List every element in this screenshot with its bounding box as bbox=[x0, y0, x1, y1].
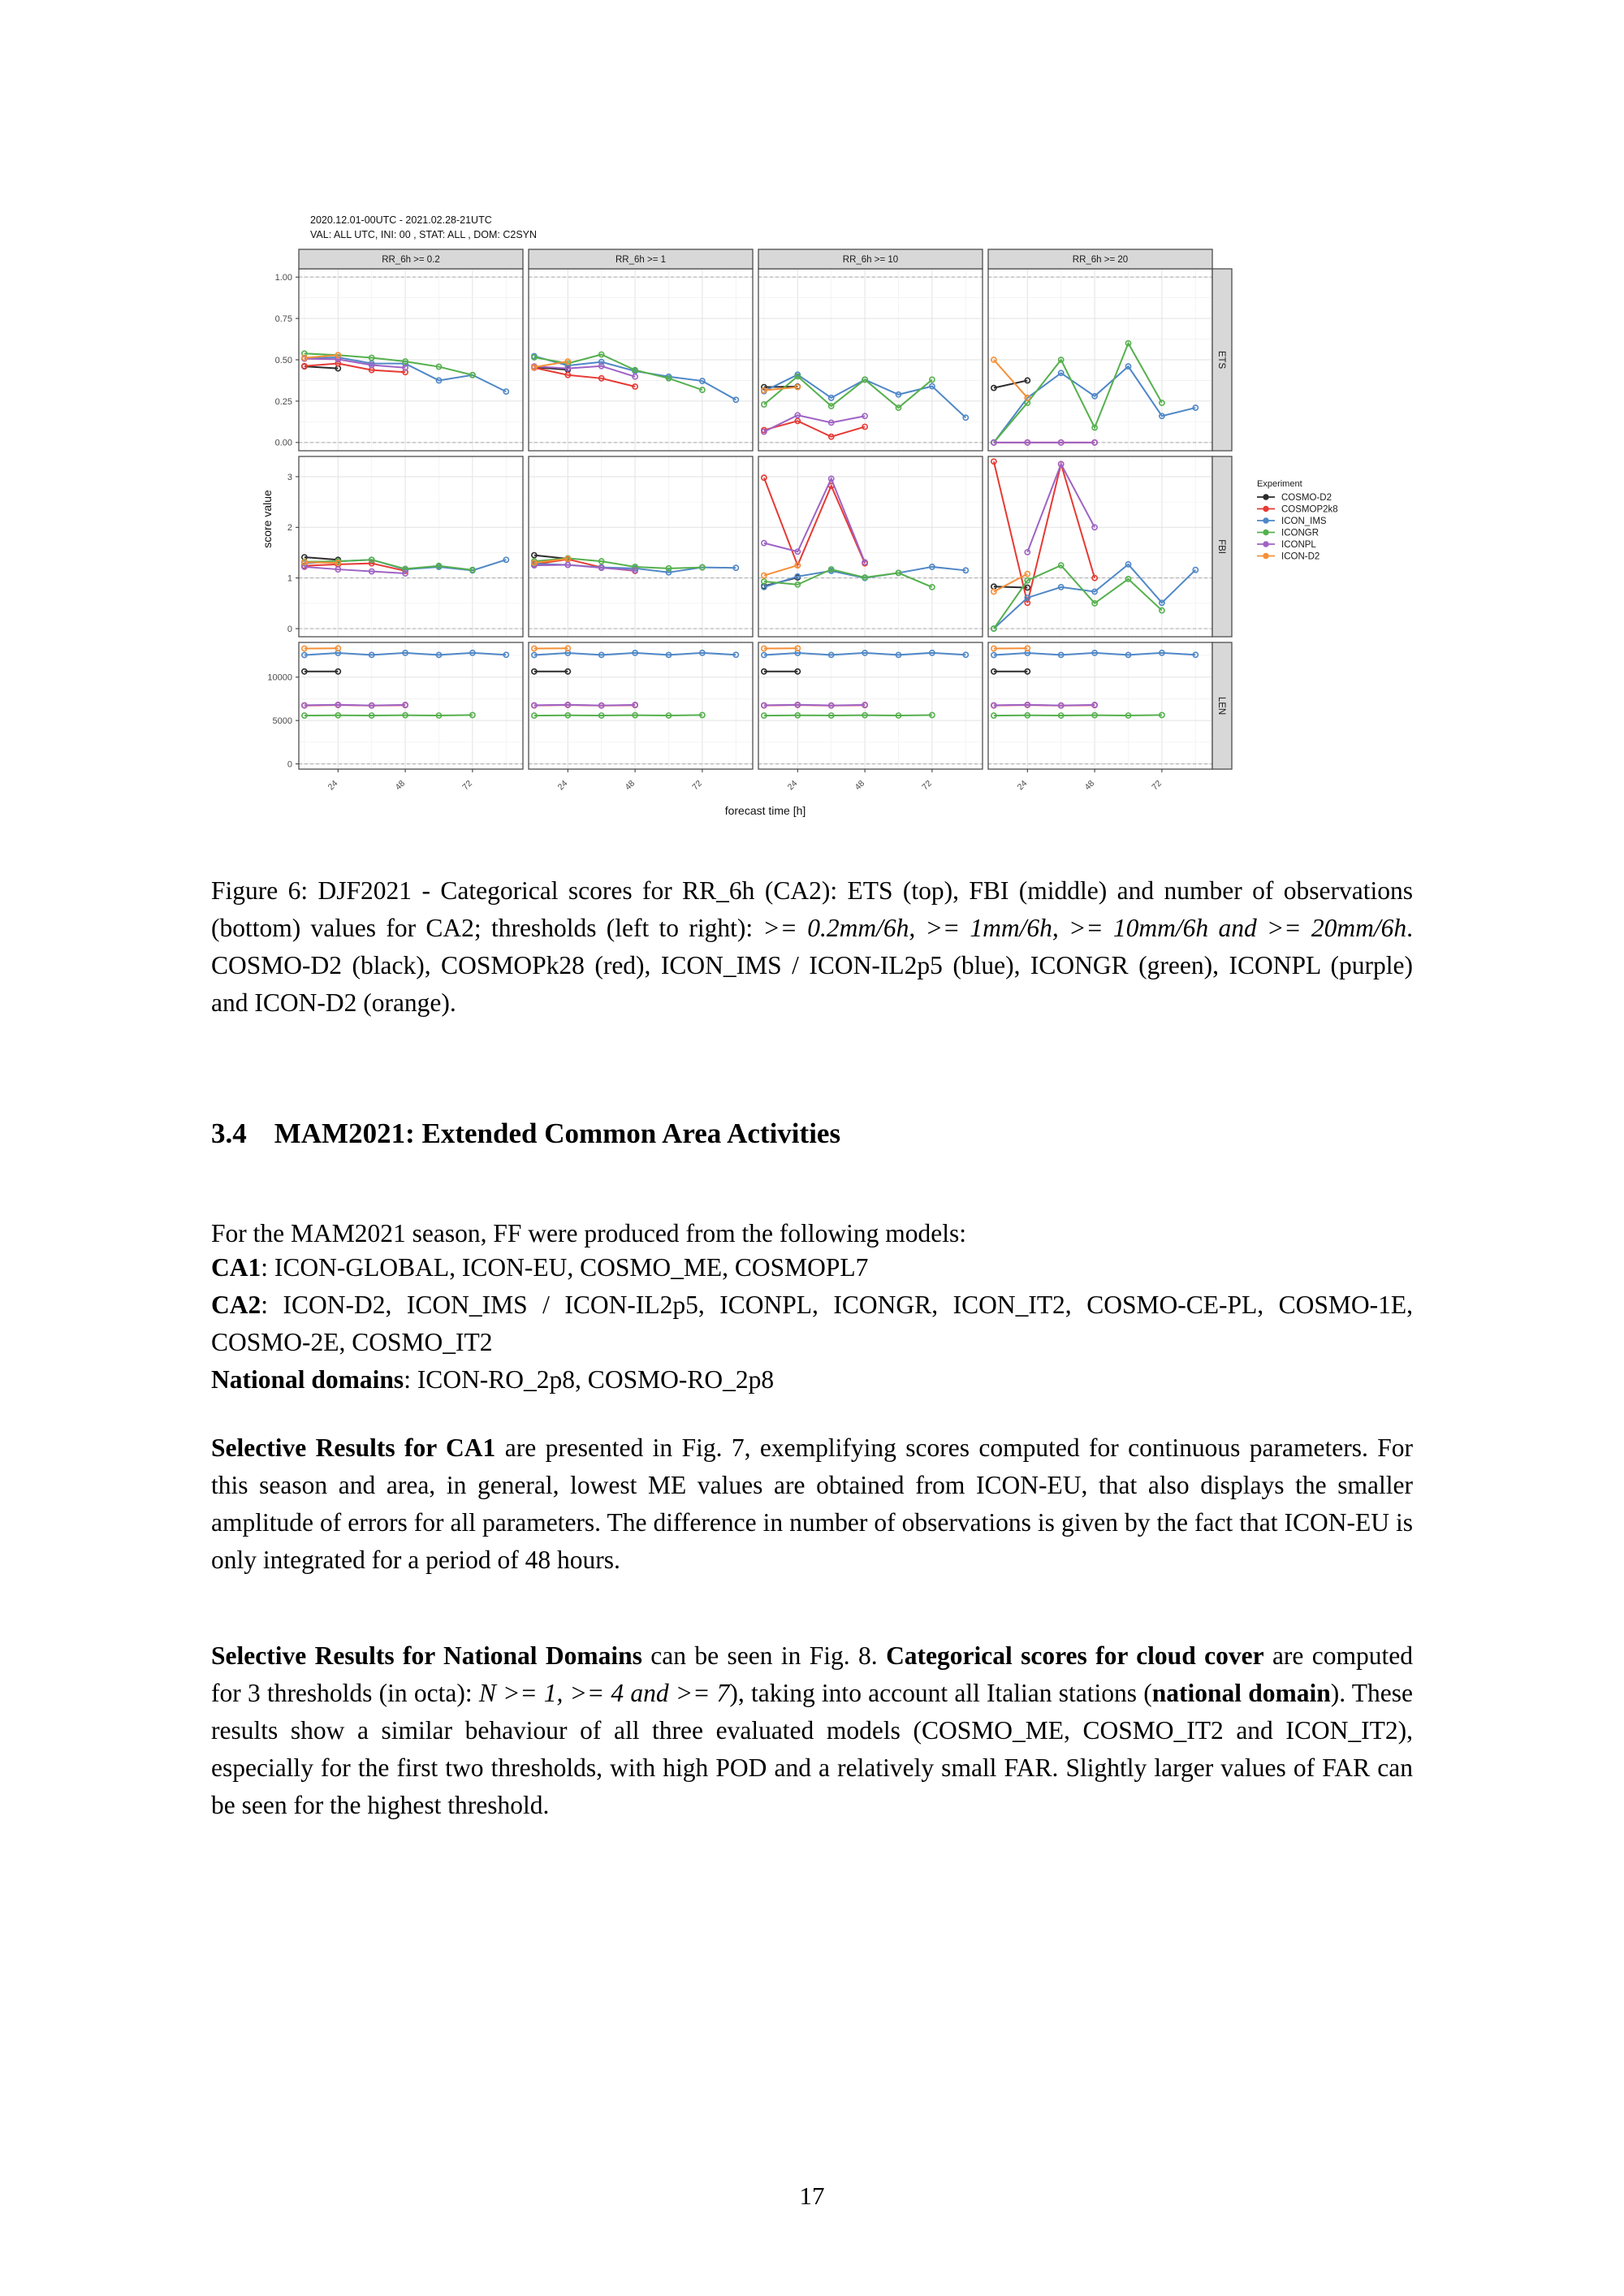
model-list bbox=[211, 1249, 1413, 1399]
text-run: For the MAM2021 season, FF were produced from the following models: bbox=[211, 1218, 967, 1247]
panel-FBI-3 bbox=[988, 456, 1212, 637]
svg-text:LEN: LEN bbox=[1216, 696, 1226, 716]
facet-strip-row-ETS bbox=[1212, 269, 1232, 451]
y-tick-label: 1.00 bbox=[274, 273, 292, 283]
panel-ETS-0 bbox=[299, 269, 523, 451]
text-run: can be seen in Fig. 8. bbox=[641, 1641, 887, 1670]
legend-label: ICON-D2 bbox=[1281, 551, 1320, 562]
panel-LEN-2 bbox=[758, 642, 983, 769]
x-tick-label: 48 bbox=[853, 778, 867, 793]
x-tick-label: 24 bbox=[555, 778, 570, 793]
legend-label: COSMOP2k8 bbox=[1281, 504, 1338, 515]
svg-text:RR_6h >= 1: RR_6h >= 1 bbox=[615, 255, 667, 266]
paragraph-ca1-results bbox=[211, 1429, 1413, 1579]
y-tick-label: 0.00 bbox=[274, 438, 292, 448]
legend-label: ICON_IMS bbox=[1281, 517, 1327, 526]
text-run: are computed for 3 thresholds (in octa): bbox=[211, 1641, 1414, 1707]
chart-legend bbox=[1257, 479, 1338, 562]
figure-6 bbox=[260, 207, 1478, 832]
legend-label: COSMO-D2 bbox=[1281, 493, 1332, 503]
legend-entry-COSMO-D2 bbox=[1257, 493, 1332, 503]
text-run: N >= 1, >= 4 and >= 7 bbox=[478, 1678, 730, 1707]
text-run: Figure 6: DJF2021 - Categorical scores for RR_6h (CA2): ETS (top), FBI (middle) and number of observations (bottom) values for CA2; thresholds (left to right): bbox=[211, 876, 1413, 942]
facet-strip-col-3 bbox=[988, 249, 1212, 269]
facet-strip-col-0 bbox=[299, 249, 523, 269]
text-run: Categorical scores for cloud cover bbox=[886, 1641, 1264, 1670]
facet-strip-row-LEN bbox=[1212, 642, 1232, 769]
legend-entry-ICONPL bbox=[1257, 540, 1316, 550]
paragraph-national-results bbox=[211, 1637, 1413, 1824]
y-tick-label: 0 bbox=[287, 624, 292, 634]
panel-ETS-1 bbox=[529, 269, 753, 451]
legend-entry-ICON-D2 bbox=[1257, 552, 1320, 562]
svg-text:RR_6h >= 0.2: RR_6h >= 0.2 bbox=[382, 255, 440, 266]
model-list-ca2 bbox=[211, 1286, 1413, 1361]
text-run: national domain bbox=[1151, 1678, 1331, 1707]
x-tick-label: 24 bbox=[1015, 778, 1030, 793]
text-run: : ICON-GLOBAL, ICON-EU, COSMO_ME, COSMOPL7 bbox=[261, 1253, 869, 1282]
panel-FBI-1 bbox=[529, 456, 753, 637]
panel-ETS-2 bbox=[758, 269, 983, 451]
text-run: CA2 bbox=[211, 1291, 261, 1319]
model-list-national bbox=[211, 1361, 1413, 1399]
facet-strip-col-2 bbox=[758, 249, 983, 269]
y-tick-label: 3 bbox=[287, 472, 292, 482]
legend-entry-ICON_IMS bbox=[1257, 517, 1327, 526]
text-run: : ICON-D2, ICON_IMS / ICON-IL2p5, ICONPL, ICONGR, ICON_IT2, COSMO-CE-PL, COSMO-1E, COSMO-2E, COSMO_IT2 bbox=[211, 1291, 1413, 1356]
x-tick-label: 24 bbox=[326, 778, 340, 793]
text-run: National domains bbox=[211, 1365, 404, 1394]
legend-entry-COSMOP2k8 bbox=[1257, 505, 1338, 515]
legend-label: ICONPL bbox=[1281, 540, 1316, 550]
svg-text:RR_6h >= 20: RR_6h >= 20 bbox=[1072, 255, 1129, 266]
svg-text:RR_6h >= 10: RR_6h >= 10 bbox=[842, 255, 899, 266]
categorical-scores-chart bbox=[260, 207, 1478, 832]
text-run: >= 0.2mm/6h, >= 1mm/6h, >= 10mm/6h and >= 20mm/6h bbox=[762, 913, 1407, 942]
text-run: are presented in Fig. 7, exemplifying scores computed for continuous parameters. For this season and area, in general, lowest ME values are obtained from ICON-EU, that also displays the smaller amplitude of errors for all parameters. The difference in number of observations is given by the fact that ICON-EU is only integrated for a period of 48 hours. bbox=[211, 1433, 1413, 1574]
legend-entry-ICONGR bbox=[1257, 529, 1319, 538]
x-tick-label: 48 bbox=[1082, 778, 1097, 793]
x-tick-label: 24 bbox=[785, 778, 800, 793]
figure-caption bbox=[211, 872, 1413, 1022]
y-tick-label: 2 bbox=[287, 523, 292, 534]
section-title: MAM2021: Extended Common Area Activities bbox=[274, 1118, 841, 1149]
y-tick-label: 1 bbox=[287, 573, 292, 584]
text-run: CA1 bbox=[211, 1253, 261, 1282]
x-tick-label: 48 bbox=[393, 778, 408, 793]
y-tick-label: 0 bbox=[287, 759, 292, 770]
x-tick-label: 48 bbox=[623, 778, 637, 793]
y-tick-label: 5000 bbox=[272, 716, 292, 727]
text-run: ), taking into account all Italian stations ( bbox=[729, 1678, 1152, 1707]
text-run: . COSMO-D2 (black), COSMOPk28 (red), ICON_IMS / ICON-IL2p5 (blue), ICONGR (green), ICONPL (purple) and ICON-D2 (orange). bbox=[211, 913, 1413, 1017]
svg-text:ETS: ETS bbox=[1216, 350, 1226, 370]
panel-FBI-0 bbox=[299, 456, 523, 637]
page-number: 17 bbox=[799, 2181, 825, 2210]
y-tick-label: 0.25 bbox=[274, 396, 292, 407]
x-tick-label: 72 bbox=[1150, 778, 1164, 793]
text-run: Selective Results for CA1 bbox=[211, 1433, 496, 1462]
y-tick-label: 0.50 bbox=[274, 355, 292, 365]
model-list-ca1 bbox=[211, 1249, 1413, 1286]
section-heading bbox=[211, 1118, 1413, 1150]
panel-FBI-2 bbox=[758, 456, 983, 637]
y-tick-label: 10000 bbox=[267, 672, 292, 683]
x-tick-label: 72 bbox=[920, 778, 935, 793]
x-tick-label: 72 bbox=[460, 778, 475, 793]
y-axis-title: score value bbox=[261, 490, 274, 548]
paragraph-intro bbox=[211, 1215, 1413, 1252]
panel-LEN-1 bbox=[529, 642, 753, 769]
x-axis-title: forecast time [h] bbox=[724, 804, 806, 817]
text-run: Selective Results for National Domains bbox=[211, 1641, 642, 1670]
panel-LEN-0 bbox=[299, 642, 523, 769]
y-tick-label: 0.75 bbox=[274, 313, 292, 324]
x-tick-label: 72 bbox=[690, 778, 705, 793]
legend-label: ICONGR bbox=[1281, 528, 1319, 538]
legend-title: Experiment bbox=[1257, 479, 1302, 489]
section-number: 3.4 bbox=[211, 1118, 247, 1149]
text-run: : ICON-RO_2p8, COSMO-RO_2p8 bbox=[404, 1365, 775, 1394]
text-run: ). These results show a similar behaviour of all three evaluated models (COSMO_ME, COSMO_IT2 and ICON_IT2), especially for the first two thresholds, with high POD and a relatively small FAR. Slightly larger values of FAR can be seen for the highest threshold. bbox=[211, 1678, 1414, 1819]
chart-subtitle: VAL: ALL UTC, INI: 00 , STAT: ALL , DOM: C2SYN bbox=[310, 229, 538, 240]
facet-strip-row-FBI bbox=[1212, 456, 1232, 637]
chart-title: 2020.12.01-00UTC - 2021.02.28-21UTC bbox=[310, 214, 492, 226]
svg-text:FBI: FBI bbox=[1216, 539, 1226, 554]
facet-strip-col-1 bbox=[529, 249, 753, 269]
panel-ETS-3 bbox=[988, 269, 1212, 451]
panel-LEN-3 bbox=[988, 642, 1212, 769]
